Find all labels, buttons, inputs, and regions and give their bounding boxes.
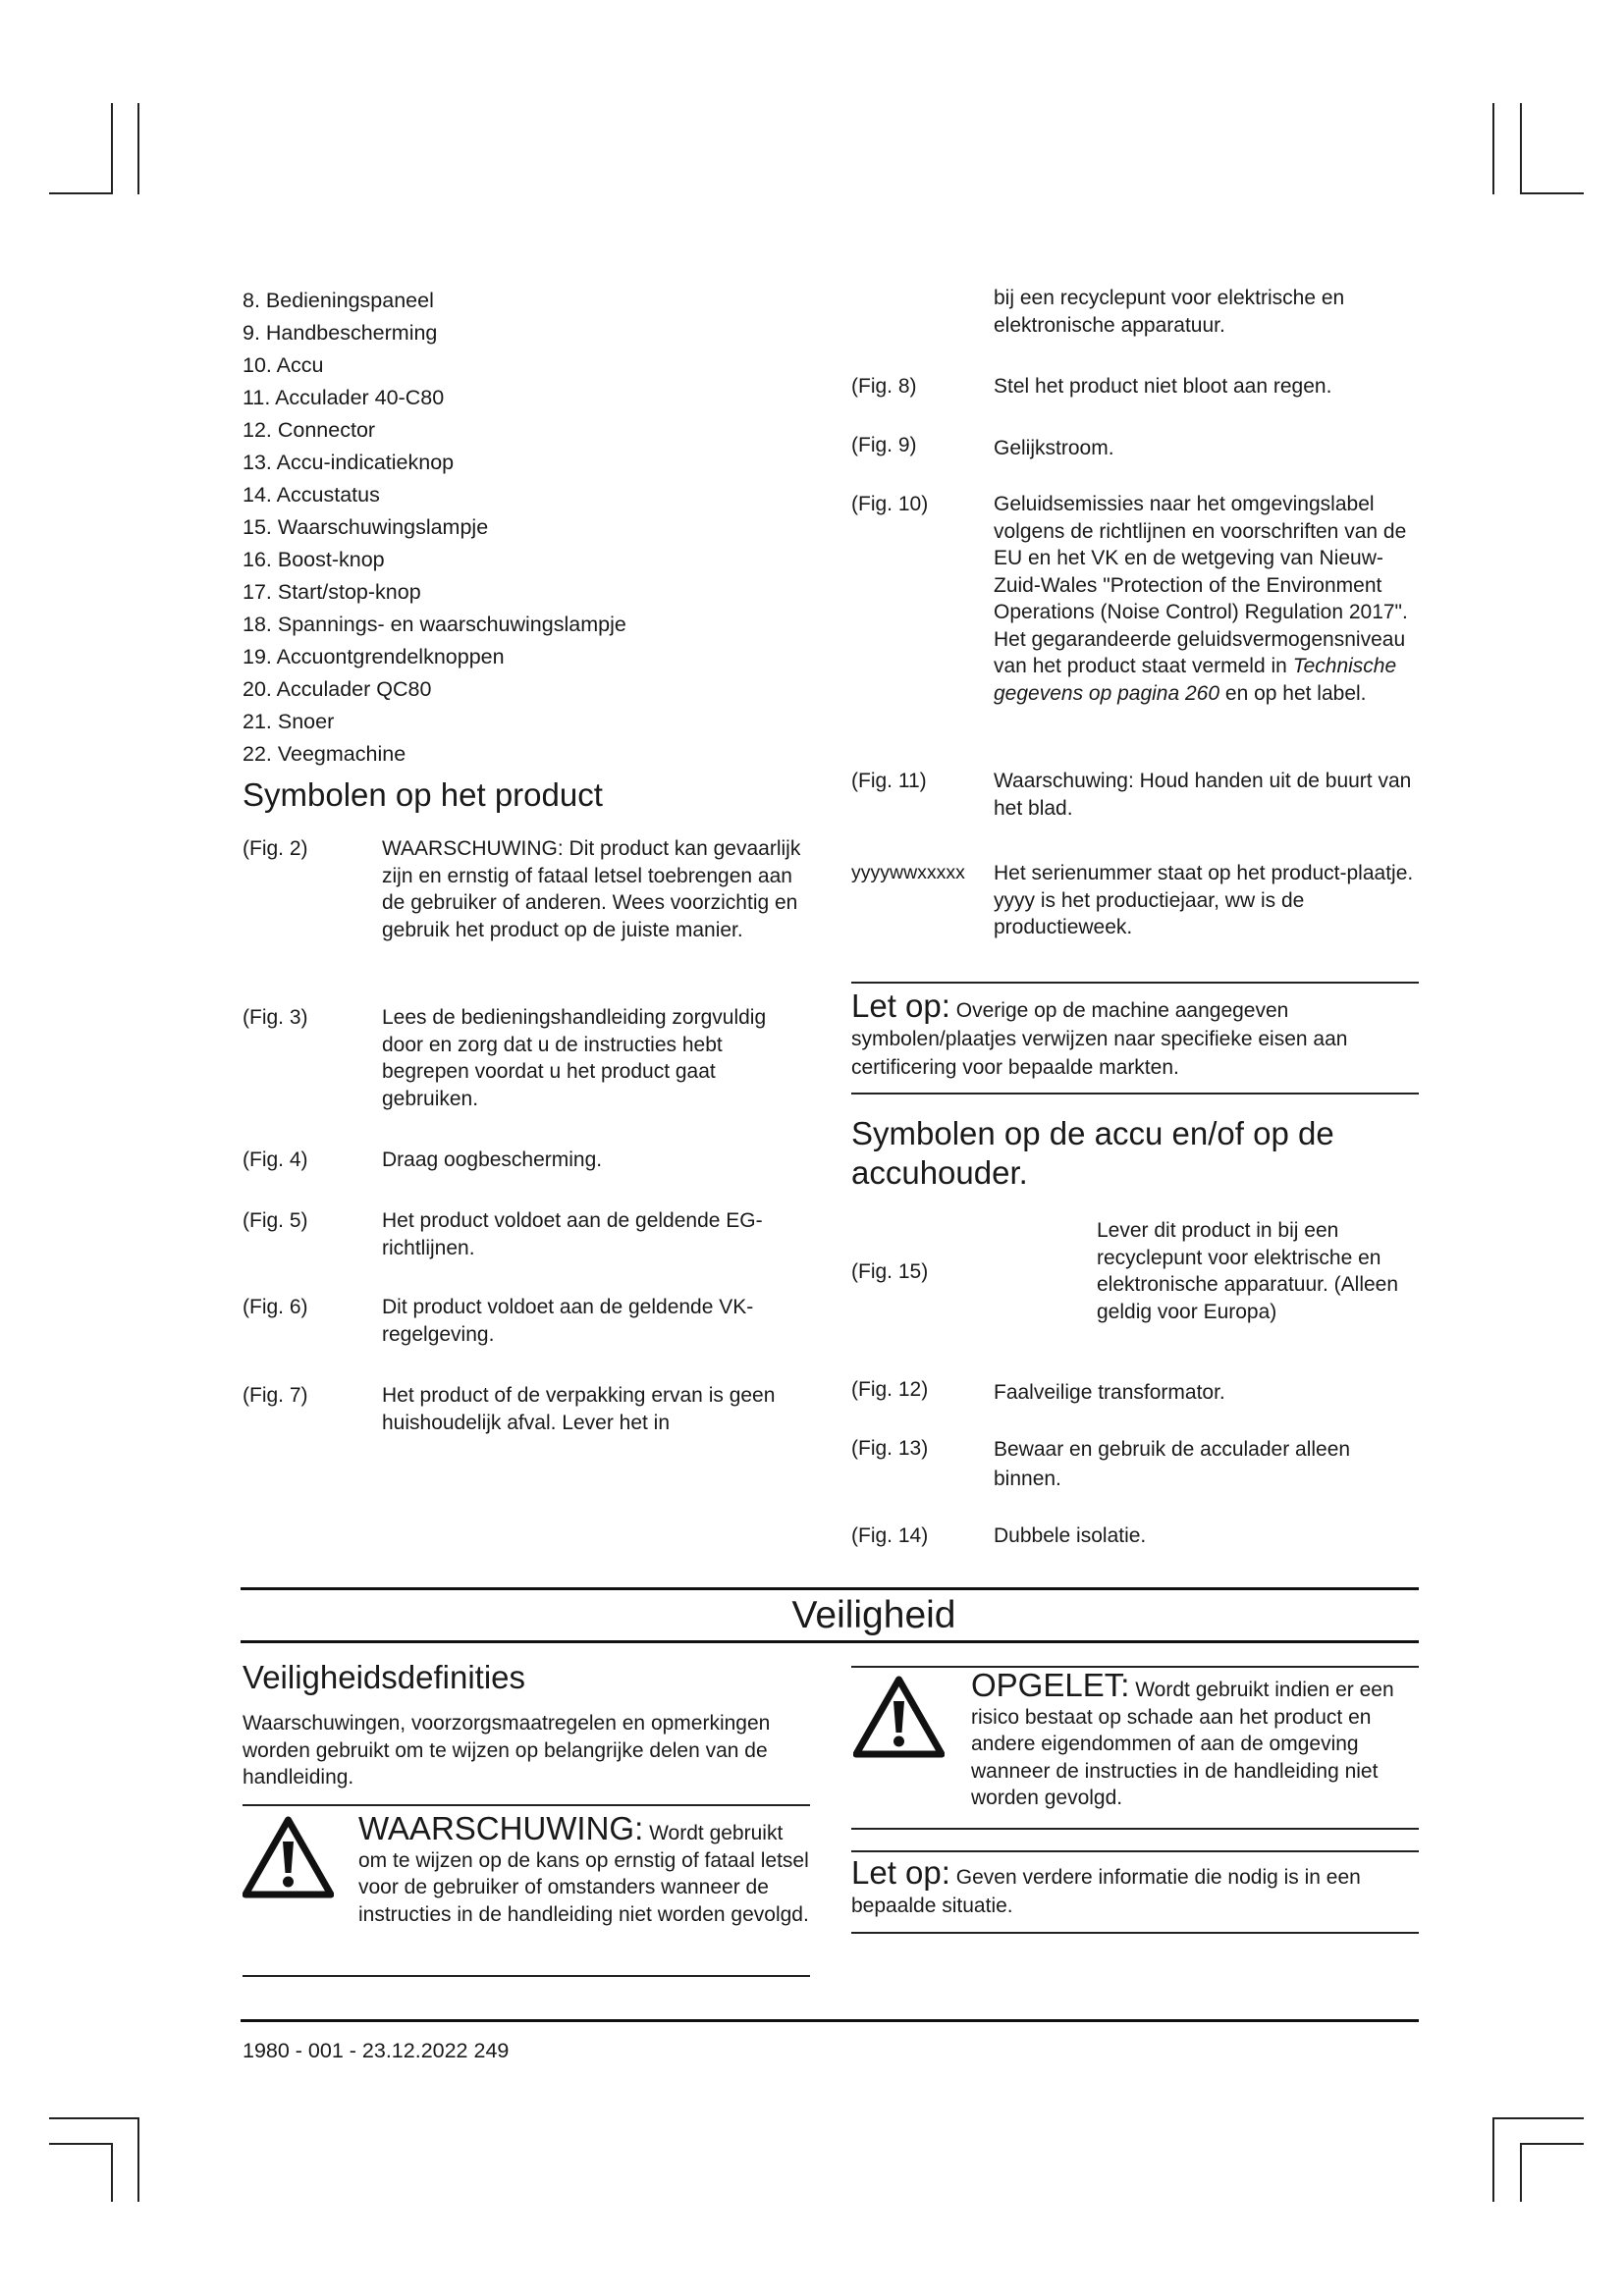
symbol-row [851,373,1421,402]
fig-label: (Fig. 3) [243,1006,308,1029]
list-item: 15. Waarschuwingslampje [243,515,489,539]
divider [851,1093,1419,1095]
list-item: 9. Handbescherming [243,321,438,345]
page-reference-link[interactable]: Technische gegevens op pagina 260 [994,655,1397,705]
list-item: 18. Spannings- en waarschuwingslampje [243,613,626,636]
note-block [851,988,1419,1082]
warning-label: WAARSCHUWING: [358,1810,644,1846]
list-item: 16. Boost-knop [243,548,385,571]
symbol-row [243,1207,812,1262]
parts-list [243,285,792,771]
fig-label: (Fig. 14) [851,1524,929,1547]
symbol-text-part: en op het label. [1224,681,1367,705]
fig-label: (Fig. 10) [851,493,929,515]
caution-triangle-icon [853,1676,945,1758]
definitions-text: Waarschuwingen, voorzorgsmaatregelen en opmerkingen worden gebruikt om te wijzen op belangrijke delen van de handleiding. [243,1712,771,1789]
caution-label: OPGELET: [971,1667,1130,1703]
caution-block [971,1667,1419,1812]
symbol-text: Dubbele isolatie. [994,1524,1147,1547]
symbol-text-continued: bij een recyclepunt voor elektrische en elektronische apparatuur. [994,287,1345,337]
symbol-text: Stel het product niet bloot aan regen. [994,375,1332,398]
fig-label: (Fig. 13) [851,1437,929,1460]
list-item: 20. Acculader QC80 [243,677,432,701]
caution-text: Wordt gebruikt indien er een risico bestaat op schade aan het product en andere eigendommen of aan de omgeving wanneer de instructies in de handleiding niet worden gevolgd. [971,1679,1394,1809]
list-item: 11. Acculader 40-C80 [243,386,445,409]
symbol-text: Gelijkstroom. [994,437,1114,459]
symbol-text: Faalveilige transformator. [994,1381,1225,1404]
list-item: 8. Bedieningspaneel [243,289,434,312]
list-item: 19. Accuontgrendelknoppen [243,645,505,668]
fig-label: (Fig. 8) [851,375,917,398]
fig-label: (Fig. 11) [851,770,927,792]
fig-label: (Fig. 6) [243,1296,308,1318]
symbol-text: Lever dit product in bij een recyclepunt voor elektrische en elektronische apparatuur. (Alleen geldig voor Europa) [1097,1219,1399,1323]
list-item: 17. Start/stop-knop [243,580,421,604]
symbol-text: Draag oogbescherming. [382,1148,603,1171]
section-heading-symbols-product: Symbolen op het product [243,776,603,813]
fig-label: (Fig. 9) [851,434,917,456]
symbol-text: Het product of de verpakking ervan is geen huishoudelijk afval. Lever het in [382,1384,776,1434]
divider [243,1975,810,1977]
symbol-row [243,1004,812,1114]
fig-label: (Fig. 12) [851,1378,929,1401]
symbol-row [243,1147,812,1176]
note-label: Let op: [851,988,950,1024]
divider [851,1850,1419,1852]
list-item: 21. Snoer [243,710,335,733]
warning-text: Wordt gebruikt om te wijzen op de kans op ernstig of fataal letsel voor de gebruiker of omstanders wanneer de instructies in de handleiding niet worden gevolgd. [358,1822,809,1926]
symbol-text [994,491,1421,707]
list-item: 14. Accustatus [243,483,380,507]
symbol-row [851,1435,1421,1490]
note-text: Geven verdere informatie die nodig is in een bepaalde situatie. [851,1866,1361,1917]
symbol-text: WAARSCHUWING: Dit product kan gevaarlijk zijn en ernstig of fataal letsel toebrengen aan de gebruiker of anderen. Wees voorzichtig en gebruik het product op de juiste manier. [382,837,801,941]
divider [241,2019,1419,2022]
list-item: 12. Connector [243,418,376,442]
symbol-row [243,1294,812,1349]
note-block [851,1854,1419,1920]
chapter-title-text: Veiligheid [791,1594,956,1636]
list-item: 13. Accu-indicatieknop [243,451,455,474]
warning-block [358,1810,812,1928]
fig-label: (Fig. 7) [243,1384,308,1407]
fig-label: (Fig. 5) [243,1209,308,1232]
symbol-row [851,491,1421,736]
warning-triangle-icon [243,1816,334,1898]
note-text: Overige op de machine aangegeven symbolen/plaatjes verwijzen naar specifieke eisen aan certificering voor bepaalde markten. [851,999,1348,1079]
fig-label: (Fig. 4) [243,1148,308,1171]
symbol-row [851,432,1421,461]
symbol-row [851,1376,1421,1406]
list-item: 10. Accu [243,353,324,377]
section-heading-safety-definitions: Veiligheidsdefinities [243,1659,526,1695]
serial-number-row [851,860,1421,942]
symbol-row [851,768,1421,823]
divider [851,982,1419,984]
serial-code: yyyywwxxxxx [851,862,965,883]
symbol-text-part: Geluidsemissies naar het omgevingslabel volgens de richtlijnen en voorschriften van de EU en het VK en de wetgeving van Nieuw-Zuid-Wales "Protection of the Environment Operations (Noise Control) Regulation 2017". Het gegarandeerde geluidsvermogensniveau van het product staat vermeld in [994,493,1408,677]
fig-label: (Fig. 15) [851,1260,929,1283]
divider [851,1932,1419,1934]
symbol-row [243,1382,812,1437]
symbol-text: Lees de bedieningshandleiding zorgvuldig door en zorg dat u de instructies hebt begrepen voordat u het product gaat gebruiken. [382,1006,767,1110]
divider [241,1640,1419,1643]
note-label: Let op: [851,1854,950,1891]
page-footer: 1980 - 001 - 23.12.2022 249 [243,2039,510,2062]
symbol-text: Bewaar en gebruik de acculader alleen binnen. [994,1438,1351,1490]
symbol-text: Het product voldoet aan de geldende EG-richtlijnen. [382,1209,763,1259]
serial-description: Het serienummer staat op het product-plaatje. yyyy is het productiejaar, ww is de productieweek. [994,862,1414,938]
symbol-text: Waarschuwing: Houd handen uit de buurt van het blad. [994,770,1412,820]
list-item: 22. Veegmachine [243,742,406,766]
chapter-title [241,1590,1419,1641]
symbol-text: Dit product voldoet aan de geldende VK-regelgeving. [382,1296,754,1346]
divider [851,1666,1419,1668]
divider [243,1804,810,1806]
section-heading-symbols-battery: Symbolen op de accu en/of op de accuhouder. [851,1115,1334,1191]
symbol-row [243,835,812,973]
fig-label: (Fig. 2) [243,837,308,860]
serial-text [994,860,1421,941]
symbol-row [851,1217,1421,1327]
divider [851,1828,1419,1830]
symbol-row [851,1522,1421,1552]
